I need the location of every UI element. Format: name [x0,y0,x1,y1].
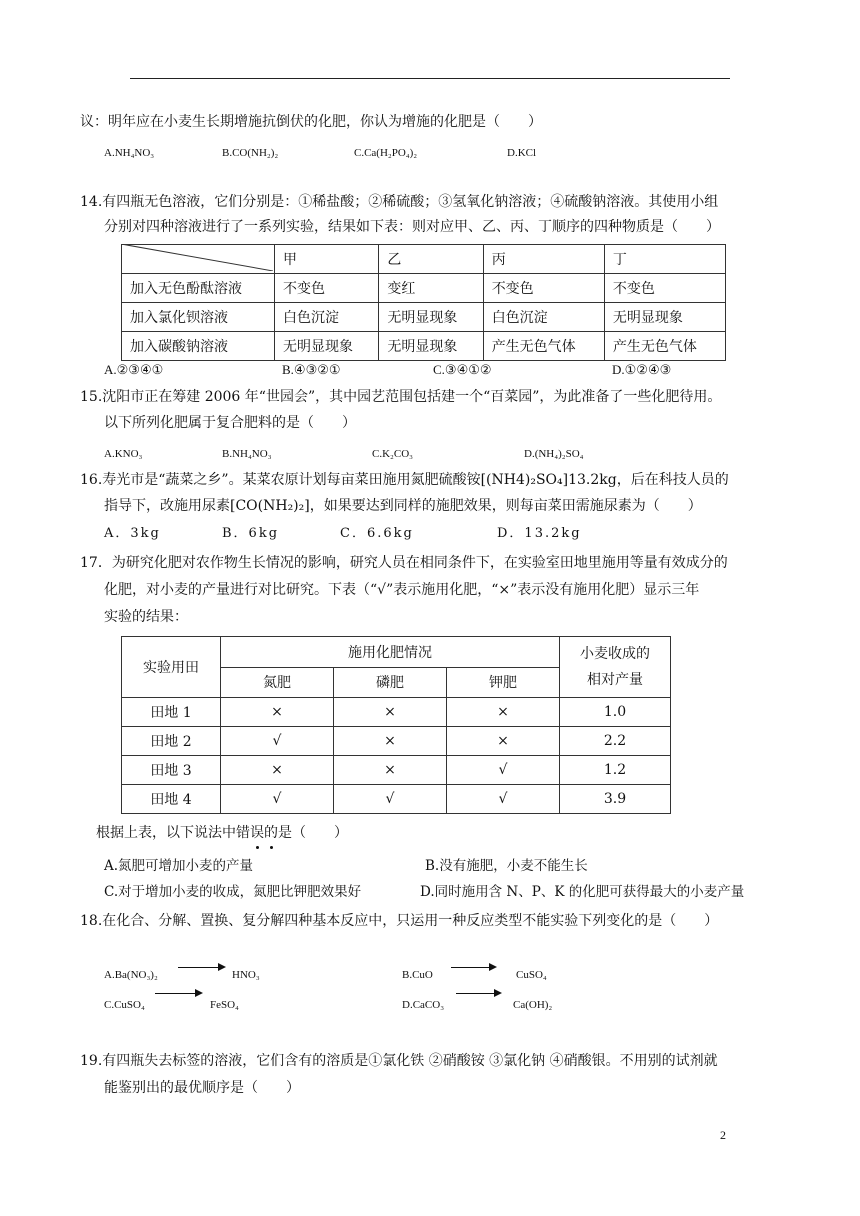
q17-option-b: B.没有施肥，小麦不能生长 [425,858,588,874]
table-header-cell: 氮肥 [221,667,334,698]
table-row [122,332,726,361]
emphasis-dot [256,846,259,849]
emphasis-dot [270,846,273,849]
table-cell: 加入氯化钡溶液 [122,303,275,332]
table-cell: √ [447,785,560,814]
table-cell: × [334,756,447,785]
q16-option-a: A．3kg [104,526,161,541]
table-corner-cell [122,245,275,274]
q14-option-c: C.③④①② [433,362,492,377]
table-header-row [122,245,726,274]
q14-option-d: D.①②④③ [612,362,672,377]
q18-option-c-product: FeSO₄ [210,999,239,1011]
table-cell: × [447,698,560,727]
reaction-arrow-icon [178,967,224,968]
q16-text-2: 指导下，改施用尿素[CO(NH₂)₂]，如果要达到同样的施肥效果，则每亩菜田需施尿素为（ ） [104,498,702,514]
q13-option-a: A.NH₄NO₃ [104,147,155,159]
table-cell: 2.2 [560,727,671,756]
table-header-cell: 实验用田 [122,637,221,698]
table-cell: 1.2 [560,756,671,785]
table-cell: 产生无色气体 [483,332,604,361]
q15-option-a: A.KNO₃ [104,448,143,460]
table-row [122,698,671,727]
table-cell: 白色沉淀 [275,303,379,332]
q17-table [121,636,671,814]
q16-text-1: 16.寿光市是“蔬菜之乡”。某菜农原计划每亩菜田施用氮肥硫酸铵[(NH4)₂SO₄]13.2kg，后在科技人员的 [80,472,729,488]
table-header-cell: 磷肥 [334,667,447,698]
q18-option-d-product: Ca(OH)₂ [513,999,553,1011]
table-cell: 不变色 [275,274,379,303]
table-header-cell: 钾肥 [447,667,560,698]
reaction-arrow-icon [456,993,500,994]
table-cell: × [221,698,334,727]
header-rule [130,78,730,79]
table-cell: 田地 3 [122,756,221,785]
table-cell: 变红 [379,274,483,303]
q16-option-b: B．6kg [222,526,280,541]
q15-text-1: 15.沈阳市正在筹建 2006 年“世园会”，其中园艺范围包括建一个“百菜园”，为此准备了一些化肥待用。 [80,389,722,405]
q15-option-c: C.K₂CO₃ [372,448,413,460]
table-cell: 加入碳酸钠溶液 [122,332,275,361]
q15-text-2: 以下所列化肥属于复合肥料的是（ ） [104,415,356,431]
q15-option-b: B.NH₄NO₃ [222,448,272,460]
q18-option-b-product: CuSO₄ [516,969,547,981]
table-header-cell: 丙 [483,245,604,274]
table-cell: 田地 4 [122,785,221,814]
q19-text-1: 19.有四瓶失去标签的溶液，它们含有的溶质是①氯化铁 ②硝酸铵 ③氯化钠 ④硝酸银。不用别的试剂就 [80,1053,718,1069]
table-row [122,303,726,332]
q17-text-3: 实验的结果： [104,609,188,625]
table-cell: × [221,756,334,785]
q18-text: 18.在化合、分解、置换、复分解四种基本反应中，只运用一种反应类型不能实验下列变化的是（ ） [80,913,719,929]
table-cell: 无明显现象 [379,332,483,361]
table-row [122,785,671,814]
table-header-cell [560,637,671,698]
table-cell: × [334,698,447,727]
table-header-row [122,637,671,668]
table-cell: √ [334,785,447,814]
reaction-arrow-icon [155,993,201,994]
reaction-arrow-icon [451,967,495,968]
q17-option-c: C.对于增加小麦的收成，氮肥比钾肥效果好 [104,884,362,900]
q17-question: 根据上表，以下说法中错误的是（ ） [96,825,348,841]
q18-option-c-reactant: C.CuSO₄ [104,999,145,1011]
q14-table [121,244,726,361]
table-cell: √ [221,785,334,814]
q18-option-a-product: HNO₃ [232,969,260,981]
q14-text-2: 分别对四种溶液进行了一系列实验，结果如下表：则对应甲、乙、丙、丁顺序的四种物质是（ ） [104,219,720,235]
q17-option-a: A.氮肥可增加小麦的产量 [104,858,254,874]
table-cell: 田地 2 [122,727,221,756]
table-cell: 不变色 [483,274,604,303]
q13-text: 议：明年应在小麦生长期增施抗倒伏的化肥，你认为增施的化肥是（ ） [80,114,542,130]
q18-option-b-reactant: B.CuO [402,969,433,981]
table-cell: 不变色 [604,274,725,303]
table-cell: 无明显现象 [604,303,725,332]
q16-option-d: D．13.2kg [497,526,582,541]
table-header-cell: 乙 [379,245,483,274]
q17-option-d: D.同时施用含 N、P、K 的化肥可获得最大的小麦产量 [420,884,745,900]
table-cell: × [334,727,447,756]
table-row [122,756,671,785]
q16-option-c: C．6.6kg [340,526,414,541]
page-number: 2 [720,1128,726,1142]
table-cell: × [447,727,560,756]
table-cell: 田地 1 [122,698,221,727]
q18-option-d-reactant: D.CaCO₃ [402,999,445,1011]
table-cell: 1.0 [560,698,671,727]
q17-text-1: 17．为研究化肥对农作物生长情况的影响，研究人员在相同条件下，在实验室田地里施用等量有效成分的 [80,555,728,571]
table-cell: √ [221,727,334,756]
q18-option-a-reactant: A.Ba(NO₃)₂ [104,969,158,981]
q17-text-2: 化肥，对小麦的产量进行对比研究。下表（“√”表示施用化肥，“×”表示没有施用化肥）显示三年 [104,582,700,598]
q19-text-2: 能鉴别出的最优顺序是（ ） [104,1080,300,1096]
table-header-cell: 施用化肥情况 [221,637,560,668]
table-row [122,274,726,303]
q13-option-b: B.CO(NH₂)₂ [222,147,279,159]
q13-option-d: D.KCl [507,147,537,159]
table-header-cell: 甲 [275,245,379,274]
table-cell: 加入无色酚酞溶液 [122,274,275,303]
table-cell: 白色沉淀 [483,303,604,332]
table-cell: √ [447,756,560,785]
q13-option-c: C.Ca(H₂PO₄)₂ [354,147,418,159]
q14-text-1: 14.有四瓶无色溶液，它们分别是：①稀盐酸；②稀硫酸；③氢氧化钠溶液；④硫酸钠溶液。其使用小组 [80,194,719,210]
table-row [122,727,671,756]
table-header-cell: 丁 [604,245,725,274]
table-cell: 3.9 [560,785,671,814]
q14-option-b: B.④③②① [282,362,341,377]
q15-option-d: D.(NH₄)₂SO₄ [524,448,584,460]
table-cell: 无明显现象 [379,303,483,332]
q14-option-a: A.②③④① [104,362,164,377]
table-header-line: 相对产量 [587,672,643,688]
table-header-line: 小麦收成的 [580,646,650,662]
table-cell: 无明显现象 [275,332,379,361]
table-cell: 产生无色气体 [604,332,725,361]
